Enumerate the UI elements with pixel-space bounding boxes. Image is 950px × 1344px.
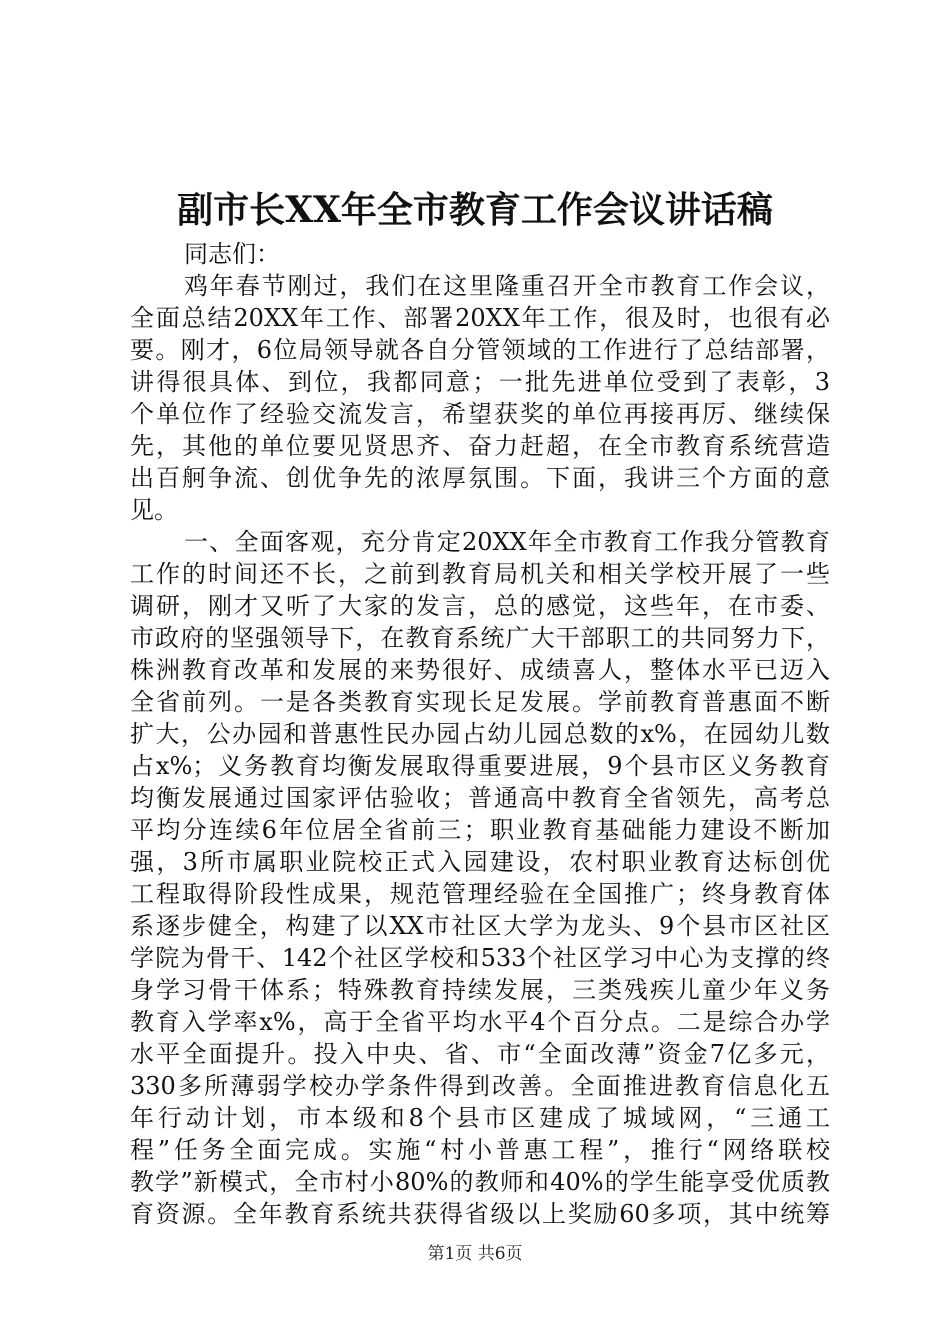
text-line: 工程取得阶段性成果，规范管理经验在全国推广；终身教育体 [130,880,830,908]
text-line: 市政府的坚强领导下，在教育系统广大干部职工的共同努力下， [130,624,830,652]
text-line: 鸡年春节刚过，我们在这里隆重召开全市教育工作会议， [184,272,830,300]
text-line: 个单位作了经验交流发言，希望获奖的单位再接再厉、继续保 [130,400,830,428]
text-line: 工作的时间还不长，之前到教育局机关和相关学校开展了一些 [130,560,830,588]
text-line: 平均分连续6年位居全省前三；职业教育基础能力建设不断加 [130,816,830,844]
text-line: 程”任务全面完成。实施“村小普惠工程”，推行“网络联校 [130,1136,830,1164]
text-line: 株洲教育改革和发展的来势很好、成绩喜人，整体水平已迈入 [130,656,830,684]
text-line: 扩大，公办园和普惠性民办园占幼儿园总数的x%，在园幼儿数 [130,720,830,748]
document-title: 副市长XX年全市教育工作会议讲话稿 [177,189,773,231]
text-line: 学院为骨干、142个社区学校和533个社区学习中心为支撑的终 [130,944,830,972]
text-line: 出百舸争流、创优争先的浓厚氛围。下面，我讲三个方面的意 [130,464,830,492]
text-line: 见。 [130,496,178,524]
document-body [130,238,830,1230]
text-line: 系逐步健全，构建了以XX市社区大学为龙头、9个县市区社区 [130,912,830,940]
text-line: 先，其他的单位要见贤思齐、奋力赶超，在全市教育系统营造 [130,432,830,460]
text-line: 同志们： [184,240,280,268]
text-line: 一、全面客观，充分肯定20XX年全市教育工作我分管教育 [184,528,830,556]
text-line: 均衡发展通过国家评估验收；普通高中教育全省领先，高考总 [130,784,830,812]
text-line: 要。刚才，6位局领导就各自分管领域的工作进行了总结部署， [130,336,830,364]
text-line: 教育入学率x%，高于全省平均水平4个百分点。二是综合办学 [130,1008,830,1036]
page-number: 第1页 共6页 [427,1244,523,1264]
text-line: 全省前列。一是各类教育实现长足发展。学前教育普惠面不断 [130,688,830,716]
text-line: 调研，刚才又听了大家的发言，总的感觉，这些年，在市委、 [130,592,830,620]
text-line: 讲得很具体、到位，我都同意；一批先进单位受到了表彰，3 [130,368,830,396]
text-line: 330多所薄弱学校办学条件得到改善。全面推进教育信息化五 [130,1072,830,1100]
text-line: 全面总结20XX年工作、部署20XX年工作，很及时，也很有必 [130,304,830,332]
text-line: 水平全面提升。投入中央、省、市“全面改薄”资金7亿多元， [130,1040,830,1068]
text-line: 身学习骨干体系；特殊教育持续发展，三类残疾儿童少年义务 [130,976,830,1004]
text-line: 教学”新模式，全市村小80%的教师和40%的学生能享受优质教 [130,1168,830,1196]
text-line: 占x%；义务教育均衡发展取得重要进展，9个县市区义务教育 [130,752,830,780]
text-line: 强，3所市属职业院校正式入园建设，农村职业教育达标创优 [130,848,830,876]
text-line: 育资源。全年教育系统共获得省级以上奖励60多项，其中统筹 [130,1200,830,1228]
text-line: 年行动计划，市本级和8个县市区建成了城域网，“三通工 [130,1104,830,1132]
